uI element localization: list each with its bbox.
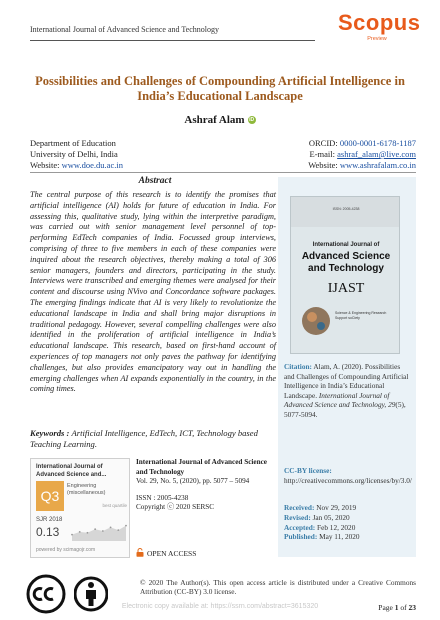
- open-access-label: OPEN ACCESS: [147, 549, 197, 558]
- header-journal-name: International Journal of Advanced Science and Technology: [30, 25, 220, 34]
- paper-title: Possibilities and Challenges of Compounding Artificial Intelligence in India’s Educational Landscape: [35, 74, 405, 103]
- scopus-logo-tagline: Preview: [367, 36, 387, 42]
- personal-website-line: [308, 160, 416, 171]
- citation-block: [284, 362, 412, 420]
- cover-title-line2: Advanced Science and Technology: [301, 251, 391, 274]
- abstract-text: The central purpose of this research is to identify the promises that artificial intelligence (AI) holds for future of education in India. For assessing this, qualitative study, lying within the interpretive paradigm, was carried out with senior management level personnel of top-performing EdTech companies of India. Focussed group interviews, comprising of three to five members in each of these companies were inquired about the research objectives, thereby making a total of 306 senior managers, founders and directors, participating in the study. Interviews were transcribed and emerging themes were analysed for their content and discourse using NVivo and Concordance software packages. The emerging findings indicate that AI is very likely to revolutionize the educational landscape in India and shall bring major disruptions in traditional pedagogy. However, several compelling challenges were also identified in the proliferation of artificial intelligence in India’s educational landscape. This research, based on first-hand account of experiences of top managers not only paves the pathway for identifying challenges, but also provides emancipatory way out in handling the emerging challenges when AI expands exponentially in the country, in the coming times.: [30, 190, 276, 394]
- published-label: Published:: [284, 532, 318, 542]
- sjr-widget[interactable]: [30, 458, 130, 558]
- sjr-trend-point: [79, 531, 81, 533]
- orcid-label: ORCID:: [308, 138, 340, 148]
- department-website-line: [30, 160, 123, 171]
- accepted-date: Feb 12, 2020: [315, 522, 356, 532]
- citation-journal: International Journal of Advanced Science and Technology, 29: [284, 390, 396, 410]
- email-link[interactable]: ashraf_alam@live.com: [337, 149, 416, 159]
- sjr-trend-point: [110, 527, 112, 529]
- journal-info-copyright: Copyright ⓒ 2020 SERSC: [136, 503, 215, 511]
- personal-website-label: Website:: [308, 160, 340, 170]
- abstract-heading: Abstract: [138, 176, 172, 186]
- orcid-icon[interactable]: iD: [249, 117, 255, 123]
- page-label: Page: [378, 603, 395, 612]
- university: University of Delhi, India: [30, 149, 118, 159]
- journal-info-volume: Vol. 29, No. 5, (2020), pp. 5077 – 5094: [136, 477, 250, 485]
- sjr-best-quartile: best quartile: [102, 503, 127, 508]
- sjr-trend-area: [72, 526, 126, 541]
- department: Department of Education: [30, 138, 116, 148]
- cover-title-line1: International Journal of: [312, 242, 380, 248]
- journal-info-title: International Journal of Advanced Science and Technology: [136, 458, 267, 476]
- sjr-powered-by: powered by scimagojr.com: [36, 547, 96, 553]
- orcid-line: [308, 138, 416, 149]
- revised-label: Revised:: [284, 512, 311, 522]
- cover-subtitle: Science & Engineering Research Support soCiety: [335, 311, 387, 320]
- revised-line: [284, 513, 412, 523]
- cover-issn: ISSN: 2005-4238: [332, 207, 360, 211]
- scopus-logo[interactable]: [338, 10, 421, 48]
- sjr-label: SJR 2018: [36, 517, 63, 523]
- page-number: [378, 603, 416, 612]
- published-date: May 11, 2020: [317, 532, 360, 542]
- license-label: CC-BY license:: [284, 466, 332, 475]
- sjr-trend-point: [94, 528, 96, 530]
- published-line: [284, 532, 412, 542]
- accepted-line: [284, 523, 412, 533]
- journal-info: [136, 458, 276, 513]
- affiliation-divider: [30, 172, 416, 173]
- citation-label: Citation:: [284, 362, 312, 371]
- sjr-category: Engineering (miscellaneous): [67, 483, 106, 496]
- journal-cover[interactable]: [290, 196, 400, 354]
- cover-top-band: [291, 197, 400, 227]
- page-header: [0, 0, 440, 50]
- received-date: Nov 29, 2019: [314, 503, 357, 512]
- email-label: E-mail:: [309, 149, 338, 159]
- quartile-badge: Q3: [36, 481, 64, 511]
- license-url[interactable]: http://creativecommons.org/licenses/by/3.0/: [284, 475, 412, 485]
- orcid-link[interactable]: 0000-0001-6178-1187: [339, 138, 416, 148]
- creative-commons-icon[interactable]: [26, 574, 72, 614]
- open-access-line: [136, 548, 196, 558]
- scopus-logo-word: Scopus: [338, 10, 421, 35]
- journal-info-issn: ISSN : 2005-4238: [136, 493, 189, 502]
- page-total: 23: [408, 603, 416, 612]
- page-of: of: [398, 603, 409, 612]
- personal-website-link[interactable]: www.ashrafalam.co.in: [339, 160, 416, 170]
- sjr-trend-point: [117, 529, 119, 531]
- open-lock-icon: [136, 548, 144, 557]
- sjr-trend-chart: [71, 521, 127, 541]
- citation-authors: Alam, A. (2020). Possibilities and Challenges of Compounding Artificial Intelligence in India’s Educational Landscape.: [284, 362, 409, 400]
- cover-abbreviation: IJAST: [327, 281, 365, 296]
- keywords: [30, 428, 276, 450]
- keywords-label: Keywords :: [30, 428, 72, 438]
- website-label: Website:: [30, 160, 62, 170]
- accepted-label: Accepted:: [284, 522, 316, 532]
- keywords-text: Artificial Intelligence, EdTech, ICT, Technology based Teaching Learning.: [30, 428, 258, 449]
- cover-graphic-icon: [299, 301, 333, 341]
- sjr-trend-point: [102, 530, 104, 532]
- dates-block: [284, 503, 412, 542]
- author-name: Ashraf Alam: [184, 114, 245, 126]
- page-current: 1: [394, 603, 399, 612]
- author-line: [0, 114, 440, 126]
- revised-date: Jan 05, 2020: [310, 512, 350, 522]
- header-divider: [30, 40, 315, 41]
- copyright-notice: © 2020 The Author(s). This open access article is distributed under a Creative Commons Attribution (CC-BY) 3.0 license.: [140, 578, 416, 596]
- citation-issue-pages: (5), 5077-5094.: [284, 400, 406, 419]
- department-website-link[interactable]: www.doe.du.ac.in: [61, 160, 123, 170]
- license-block: [284, 466, 412, 485]
- received-label: Received:: [284, 503, 315, 512]
- sjr-journal-title: International Journal of Advanced Science and...: [36, 464, 107, 478]
- email-line: [308, 149, 416, 160]
- sjr-value: 0.13: [36, 525, 60, 539]
- affiliation-left: [30, 138, 123, 171]
- ssrn-watermark[interactable]: Electronic copy available at: https://ssrn.com/abstract=3615320: [121, 603, 319, 610]
- sjr-trend-point: [87, 532, 89, 534]
- sjr-trend-point: [125, 525, 127, 527]
- cc-by-attribution-icon[interactable]: [74, 574, 108, 614]
- affiliation-right: [308, 138, 416, 171]
- received-line: [284, 503, 412, 513]
- sjr-trend-point: [71, 534, 73, 536]
